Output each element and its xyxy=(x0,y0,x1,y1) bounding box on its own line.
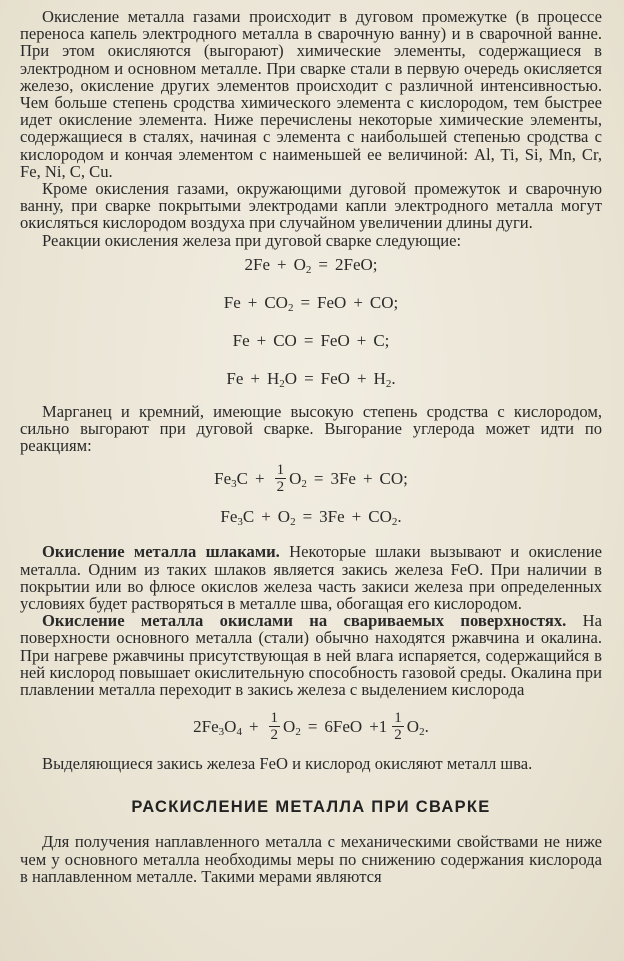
equation-iron-water xyxy=(20,369,602,389)
equation-iron-co2 xyxy=(20,293,602,313)
eq-operator: + xyxy=(351,507,362,527)
eq-operator: + xyxy=(247,292,258,312)
eq-operator: +1 xyxy=(369,716,388,736)
eq-term: CO; xyxy=(369,292,399,312)
eq-term: Fe xyxy=(226,368,244,388)
eq-term: 2Fe xyxy=(244,254,271,274)
paragraph-slag-oxidation xyxy=(20,543,602,612)
eq-term: FeO xyxy=(317,292,347,312)
eq-operator: = xyxy=(304,368,314,388)
eq-term: $O_2$ xyxy=(283,716,301,738)
eq-operator: + xyxy=(250,368,261,388)
paragraph-air-oxidation: Кроме окисления газами, окружающими дуговой промежуток и сварочную ванну, при сварке покрытыми электродами капли электродного металла могут окисляться кислородом воздуха при случайном увеличении длины дуги. xyxy=(20,179,602,233)
eq-operator: = xyxy=(313,468,324,488)
paragraph-feo-conclusion: Выделяющиеся закись железа FeO и кислород окисляют металл шва. xyxy=(42,754,533,774)
equation-iron-oxygen xyxy=(20,255,602,275)
eq-term: $2Fe_3O_4$ xyxy=(193,716,242,738)
section-run-in-heading: Окисление металла окислами на свариваемых поверхностях. xyxy=(42,611,567,631)
paragraph-iron-reactions-intro: Реакции окисления железа при дуговой сварке следующие: xyxy=(42,230,462,250)
eq-term: $O_2$. xyxy=(406,716,429,738)
eq-term: 3Fe xyxy=(330,468,356,488)
eq-operator: + xyxy=(254,468,265,488)
eq-term: CO; xyxy=(379,468,408,488)
paragraph-text: На поверхности основного металла (стали) обычно находятся ржавчина и окалина. При нагреве ржавчины присутствующая в ней влага испаряется, содержащийся в ней кислород повышает окислительную способность газовой среды. Окалина при плавлении металла переходит в закись железа с выделением кислорода xyxy=(20,611,602,700)
eq-term: 6FeO xyxy=(324,716,363,736)
eq-term: Fe xyxy=(232,330,250,350)
eq-operator: + xyxy=(261,507,271,527)
paragraph-manganese-silicon: Марганец и кремний, имеющие высокую степень сродства с кислородом, сильно выгорают при дуговой сварке. Выгорание углерода может идти по реакциям: xyxy=(20,401,602,456)
eq-term: $O_2$ xyxy=(289,468,307,490)
eq-term: FeO xyxy=(320,368,350,388)
eq-fraction: $\frac{1}{2}$ xyxy=(276,462,285,496)
eq-term: $H_2$. xyxy=(373,368,396,390)
paragraph-oxidation-by-gases: Окисление металла газами происходит в дуговом промежутке (в процессе переноса капель электродного металла в сварочную ванну) и в сварочной ванне. При этом окисляются (выгорают) химические элементы, содержащиеся в электродном и основном металле. При сварке стали в первую очередь окисляется железо, окисление других элементов происходит с различной интенсивностью. Чем больше степень сродства химического элемента с кислородом, тем быстрее идет окисление элемента. Ниже перечислены некоторые химические элементы, содержащиеся в сталях, начиная с элемента с наибольшей степенью сродства с кислородом и кончая элементом с наименьшей ее величиной: Al, Ti, Si, Mn, Cr, Fe, Ni, C, Cu. xyxy=(20,7,602,181)
eq-operator: + xyxy=(356,330,367,350)
eq-term: 2FeO; xyxy=(334,254,378,274)
iron-reactions xyxy=(20,255,602,389)
eq-term: $O_2$ xyxy=(293,254,312,276)
carbon-reactions xyxy=(20,462,602,527)
eq-term: $Fe_3C$ xyxy=(214,468,248,490)
paragraph-surface-oxide-oxidation xyxy=(20,612,602,698)
eq-fraction: $\frac{1}{2}$ xyxy=(270,710,279,744)
section-run-in-heading: Окисление металла шлаками. xyxy=(42,542,280,562)
equation-iron-co xyxy=(20,331,602,351)
eq-term: $H_2O$ xyxy=(267,368,298,390)
eq-operator: = xyxy=(318,254,328,274)
paragraph-deoxidation-intro: Для получения наплавленного металла с механическими свойствами не ниже чем у основного металла необходимы меры по снижению содержания кислорода в наплавленном металле. Такими мерами являются xyxy=(20,832,602,886)
eq-operator: = xyxy=(302,507,313,527)
eq-term: Fe xyxy=(223,292,241,312)
eq-term: CO xyxy=(273,330,297,350)
eq-term: 3Fe xyxy=(319,507,345,527)
eq-term: $O_2$ xyxy=(277,507,296,529)
eq-term: C; xyxy=(373,330,390,350)
eq-operator: + xyxy=(256,330,267,350)
paragraph-text: Некоторые шлаки вызывают и окисление металла. Одним из таких шлаков является закись железа FeO. При наличии в покрытии или во флюсе окислов железа часть закиси железа при определенных условиях будет растворяться в металле шва, обогащая его кислородом. xyxy=(20,542,603,614)
eq-operator: = xyxy=(300,292,311,312)
eq-term: $CO_2$. xyxy=(368,507,402,529)
eq-operator: + xyxy=(362,468,373,488)
equation-carbide-half-oxygen xyxy=(20,462,602,495)
eq-operator: + xyxy=(277,254,287,274)
eq-operator: = xyxy=(307,716,318,736)
eq-operator: = xyxy=(303,330,314,350)
eq-operator: + xyxy=(353,292,363,312)
eq-term: FeO xyxy=(320,330,350,350)
eq-operator: + xyxy=(356,368,367,388)
equation-carbide-oxygen xyxy=(20,507,602,527)
eq-term: $Fe_3C$ xyxy=(220,507,255,529)
eq-term: $CO_2$ xyxy=(264,292,294,314)
eq-fraction: $\frac{1}{2}$ xyxy=(394,710,402,744)
equation-scale-decomposition xyxy=(20,710,602,743)
section-heading: РАСКИСЛЕНИЕ МЕТАЛЛА ПРИ СВАРКЕ xyxy=(131,798,491,817)
scale-reaction xyxy=(20,710,602,743)
eq-operator: + xyxy=(248,716,259,736)
